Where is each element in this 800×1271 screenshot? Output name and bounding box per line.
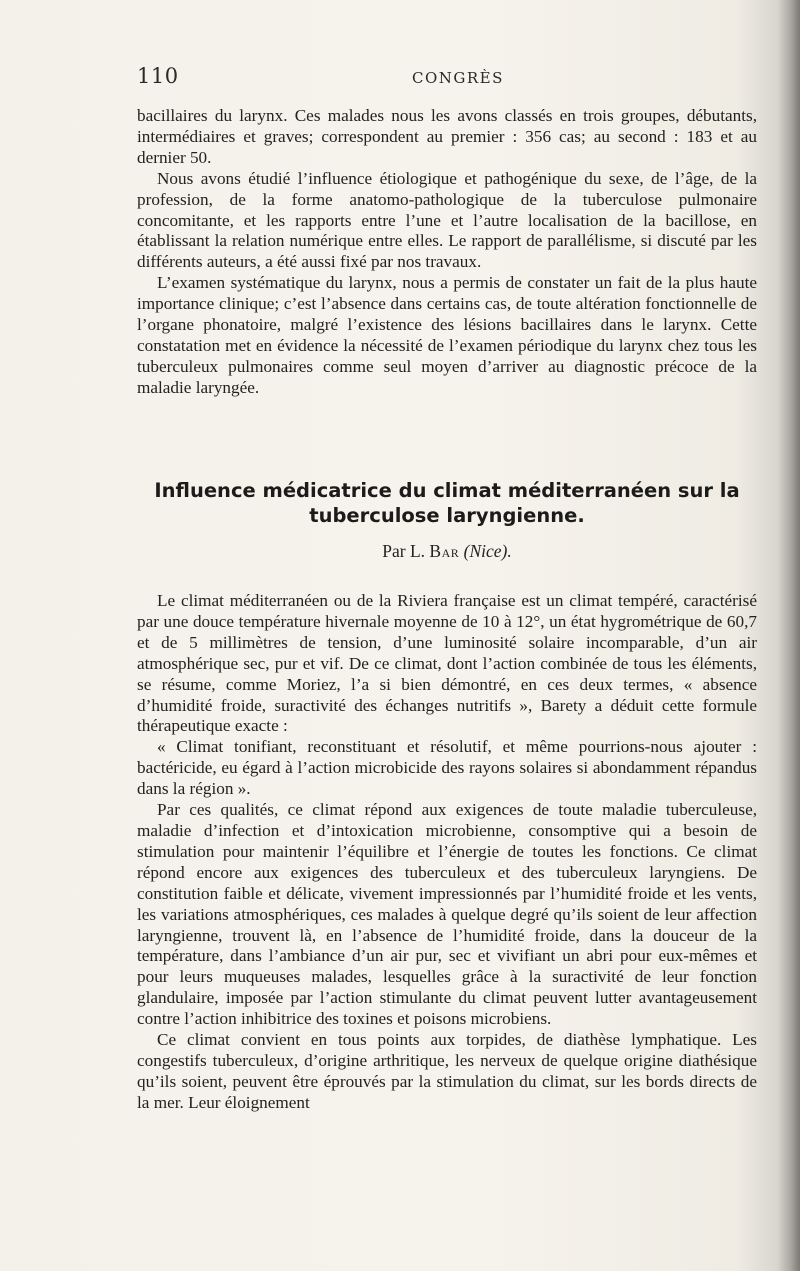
article-body [137,591,757,1114]
page-number: 110 [137,64,179,88]
byline-place: (Nice). [463,541,512,561]
paragraph: Ce climat convient en tous points aux torpides, de diathèse lymphatique. Les congestifs tuberculeux, d’origine arthritique, les nerveux de quelque origine diathésique qu’ils soient, peuvent être éprouvés par la stimulation du climat, sur les bords directs de la mer. Leur éloignement [137,1030,757,1112]
first-section-text [137,106,757,399]
byline-prefix: Par L. [382,541,426,561]
paragraph: Le climat méditerranéen ou de la Riviera française est un climat tempéré, caractérisé par une douce température hivernale moyenne de 10 à 12°, un état hygrométrique de 60,7 et de 5 millimètres de tension, d’une luminosité solaire incomparable, d’un air atmosphérique sec, pur et vif. De ce climat, dont l’action combinée de tous les éléments, se résume, comme Moriez, l’a si bien démontré, en ces deux termes, « absence d’humidité froide, suractivité des échanges nutritifs », Barety a déduit cette formule thérapeutique exacte : [137,591,757,736]
paragraph: Nous avons étudié l’influence étiologique et pathogénique du sexe, de l’âge, de la profession, de la forme anatomo-pathologique de la tuberculose pulmonaire concomitante, et les rapports entre l’une et l’autre localisation de la bacillose, en établissant la relation numérique entre elles. Le rapport de parallélisme, si discuté par les différents auteurs, a été aussi fixé par nos travaux. [137,168,757,272]
author-name: Bar [429,541,460,561]
paragraph: L’examen systématique du larynx, nous a permis de constater un fait de la plus haute importance clinique; c’est l’absence dans certains cas, de toute altération fonctionnelle de l’organe phonatoire, malgré l’existence des lésions bacillaires dans le larynx. Cette constatation met en évidence la nécessité de l’examen périodique du larynx chez tous les tuberculeux pulmonaires comme seul moyen d’arriver au diagnostic précoce de la maladie laryngée. [137,273,757,397]
running-head: CONGRÈS [412,69,504,87]
paragraph: bacillaires du larynx. Ces malades nous les avons classés en trois groupes, débutants, intermédiaires et graves; correspondent au premier : 356 cas; au second : 183 et au dernier 50. [137,106,757,167]
paragraph: « Climat tonifiant, reconstituant et résolutif, et même pourrions-nous ajouter : bactéricide, eu égard à l’action microbicide des rayons solaires si abondamment répandus dans la région ». [137,737,757,799]
article-title: Influence médicatrice du climat méditerranéen sur la tuberculose laryngienne. [154,479,740,527]
article-byline [137,541,757,562]
page-header [137,64,757,94]
page-edge-shadow [778,0,800,1271]
paragraph: Par ces qualités, ce climat répond aux exigences de toute maladie tuberculeuse, maladie d’infection et d’intoxication microbienne, consomptive qui a besoin de stimulation pour maintenir l’équilibre et l’énergie de toutes les fonctions. Ce climat répond encore aux exigences des tuberculeux et des tuberculeux laryngiens. De constitution faible et délicate, vivement impressionnés par l’humidité froide et les vents, les variations atmosphériques, ces malades à quelque degré qu’ils soient de leur affection laryngienne, trouvent là, en l’absence de l’humidité froide, dans la douceur de la température, dans l’ambiance d’un air pur, sec et vivifiant un abri pour eux-mêmes et pour leurs muqueuses malades, lesquelles grâce à la suractivité de leur fonction glandulaire, imposée par l’action stimulante du climat peuvent lutter avantageusement contre l’action inhibitrice des toxines et poisons microbiens. [137,800,757,1029]
